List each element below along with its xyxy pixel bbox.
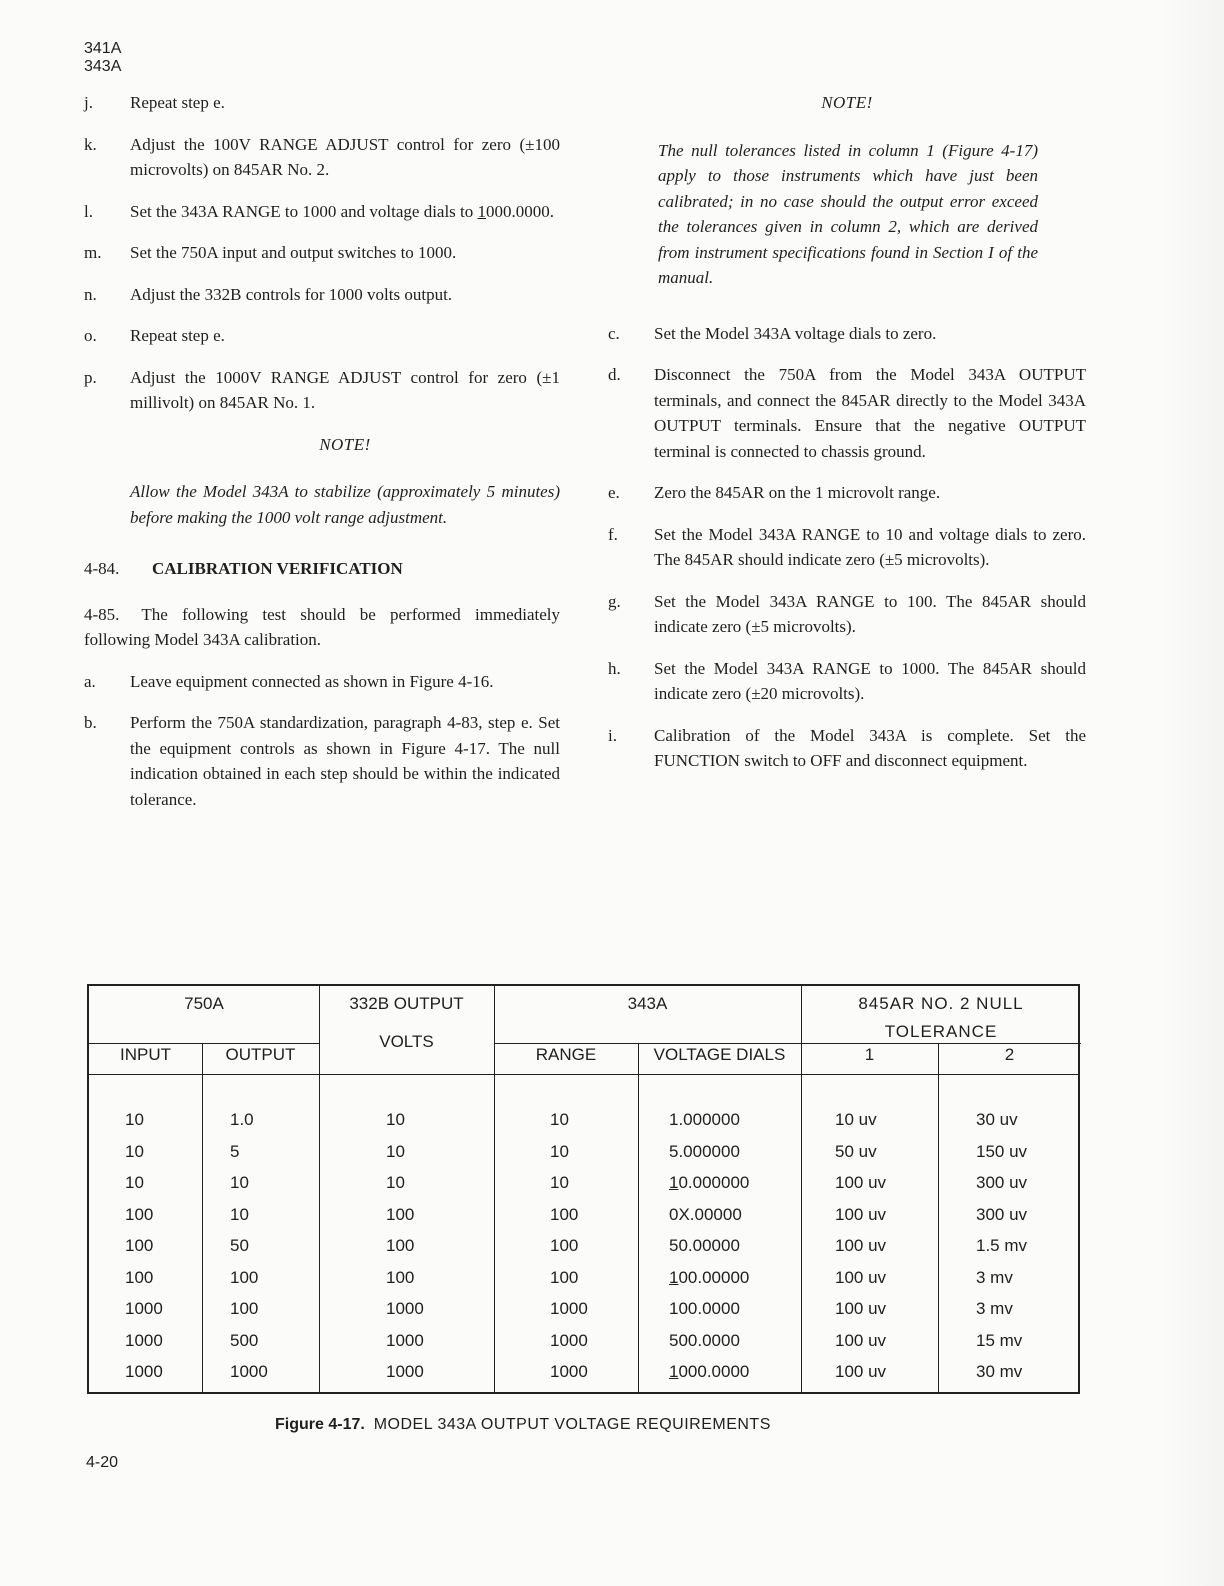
- cell-tol1: 100 uv: [835, 1299, 887, 1318]
- dials-underlined-digit: 1: [669, 1267, 679, 1287]
- cell-range: 1000: [550, 1299, 588, 1318]
- figure-caption: [275, 1416, 771, 1434]
- dials-remainder: 00.00000: [678, 1267, 750, 1287]
- cell-tol1: 50 uv: [835, 1141, 877, 1161]
- cell-volts: 1000: [386, 1299, 424, 1318]
- cell-tol2: 3 mv: [976, 1299, 1013, 1318]
- column-header-range: RANGE: [535, 1045, 597, 1064]
- cell-range: 1000: [550, 1330, 588, 1350]
- cell-range: 100: [550, 1267, 579, 1287]
- right-column: [608, 90, 1086, 790]
- cell-tol2: 3 mv: [976, 1267, 1013, 1287]
- cell-output: 10: [230, 1173, 249, 1192]
- dials-remainder: 0.000000: [678, 1173, 750, 1192]
- step-k: k. Adjust the 100V RANGE ADJUST control for zero (±100 microvolts) on 845AR No. 2.: [84, 134, 560, 179]
- cell-volts: 100: [386, 1204, 415, 1224]
- step-b: b. Perform the 750A standardization, paragraph 4-83, step e. Set the equipment controls as shown in Figure 4-17. The null indication obtained in each step should be within the indicated tolerance.: [84, 713, 560, 809]
- cell-tol2: 150 uv: [976, 1141, 1028, 1161]
- cell-input: 10: [125, 1110, 144, 1129]
- cell-dials: 500.0000: [669, 1330, 740, 1350]
- cell-output: 100: [230, 1299, 259, 1318]
- note-heading-right: NOTE!: [821, 93, 873, 112]
- cell-tol2: 300 uv: [976, 1204, 1028, 1224]
- note-text-right: The null tolerances listed in column 1 (Figure 4-17) apply to those instruments which have just been calibrated; in no case should the output error exceed the tolerances given in column 2, which are derived from instrument specifications found in Section I of the manual.: [658, 140, 1038, 287]
- column-header-tolerance-1: 1: [864, 1045, 875, 1064]
- header-332b-line2: VOLTS: [379, 1032, 434, 1051]
- step-f: f. Set the Model 343A RANGE to 10 and voltage dials to zero. The 845AR should indicate zero (±5 microvolts).: [608, 524, 1086, 569]
- cell-volts: 1000: [386, 1330, 424, 1350]
- page-number: 4-20: [86, 1454, 119, 1471]
- cell-volts: 1000: [386, 1362, 424, 1381]
- cell-dials: [669, 1268, 749, 1288]
- cell-range: 100: [550, 1204, 579, 1224]
- step-g: g. Set the Model 343A RANGE to 100. The 845AR should indicate zero (±5 microvolts).: [608, 591, 1086, 636]
- dials-underlined-digit: 1: [669, 1173, 679, 1192]
- header-343a: 343A: [627, 994, 668, 1013]
- cell-dials: [669, 1173, 749, 1193]
- header-845ar-line1: 845AR NO. 2 NULL: [858, 994, 1024, 1013]
- page-header: [84, 40, 121, 76]
- step-h: h. Set the Model 343A RANGE to 1000. The 845AR should indicate zero (±20 microvolts).: [608, 658, 1086, 703]
- cell-input: 1000: [125, 1299, 163, 1318]
- table-divider: [89, 1043, 319, 1044]
- cell-range: 10: [550, 1173, 569, 1192]
- cell-range: 10: [550, 1141, 569, 1161]
- note-text-left: Allow the Model 343A to stabilize (approximately 5 minutes) before making the 1000 volt range adjustment.: [130, 482, 560, 527]
- cell-output: 10: [230, 1204, 249, 1224]
- step-j: j. Repeat step e.: [84, 93, 225, 112]
- cell-input: 100: [125, 1204, 154, 1224]
- cell-output: 500: [230, 1330, 259, 1350]
- table-divider: [89, 1074, 1078, 1075]
- step-n: n. Adjust the 332B controls for 1000 volts output.: [84, 284, 453, 304]
- cell-dials: 50.00000: [669, 1236, 740, 1255]
- step-e: e. Zero the 845AR on the 1 microvolt range.: [608, 483, 941, 502]
- cell-dials: 100.0000: [669, 1299, 740, 1318]
- dials-underlined-digit: 1: [669, 1362, 679, 1381]
- paragraph-4-85: 4-85. The following test should be performed immediately following Model 343A calibration.: [84, 604, 560, 649]
- model-number-343a: 343A: [84, 58, 122, 75]
- table-divider: [494, 1043, 1081, 1044]
- cell-input: 100: [125, 1267, 154, 1287]
- header-332b-line1: 332B OUTPUT: [349, 994, 464, 1013]
- cell-volts: 10: [386, 1173, 405, 1192]
- header-750a: 750A: [184, 994, 224, 1013]
- cell-tol1: 100 uv: [835, 1330, 887, 1350]
- cell-range: 1000: [550, 1362, 588, 1381]
- cell-tol1: 100 uv: [835, 1204, 887, 1224]
- cell-tol1: 100 uv: [835, 1362, 887, 1381]
- dials-remainder: 000.0000: [678, 1362, 750, 1381]
- cell-output: 50: [230, 1236, 249, 1255]
- cell-dials: [669, 1362, 749, 1382]
- cell-output: 5: [230, 1141, 240, 1161]
- cell-tol2: 30 uv: [976, 1110, 1018, 1129]
- section-heading: [84, 556, 560, 582]
- step-o: o. Repeat step e.: [84, 326, 225, 345]
- cell-dials: 0X.00000: [669, 1204, 742, 1224]
- step-a: a. Leave equipment connected as shown in Figure 4-16.: [84, 671, 494, 691]
- cell-volts: 10: [386, 1141, 405, 1161]
- cell-range: 100: [550, 1236, 579, 1255]
- cell-tol1: 100 uv: [835, 1173, 887, 1192]
- column-header-tolerance-2: 2: [1004, 1045, 1015, 1064]
- figure-label: Figure 4-17.: [275, 1416, 365, 1433]
- cell-volts: 10: [386, 1110, 405, 1129]
- cell-input: 1000: [125, 1330, 163, 1350]
- step-c: c. Set the Model 343A voltage dials to zero.: [608, 323, 937, 343]
- cell-output: 1.0: [230, 1110, 254, 1129]
- figure-title: MODEL 343A OUTPUT VOLTAGE REQUIREMENTS: [373, 1416, 771, 1433]
- column-header-voltage-dials: VOLTAGE DIALS: [653, 1045, 786, 1064]
- left-column: [84, 90, 560, 828]
- step-d: d. Disconnect the 750A from the Model 343A OUTPUT terminals, and connect the 845AR directly to the Model 343A OUTPUT terminals. Ensure that the negative OUTPUT terminal is connected to chassis ground.: [608, 365, 1086, 461]
- cell-tol1: 100 uv: [835, 1236, 887, 1255]
- cell-tol2: 300 uv: [976, 1173, 1028, 1192]
- cell-tol1: 100 uv: [835, 1267, 887, 1287]
- table-divider: [638, 1044, 639, 1392]
- step-l: l. Set the 343A RANGE to 1000 and voltage dials to 1000.0000.: [84, 201, 555, 221]
- cell-dials: 1.000000: [669, 1110, 740, 1129]
- model-number-341a: 341A: [84, 40, 122, 57]
- step-i: i. Calibration of the Model 343A is complete. Set the FUNCTION switch to OFF and disconnect equipment.: [608, 725, 1086, 770]
- scan-edge-shadow: [1160, 0, 1224, 1586]
- cell-output: 1000: [230, 1362, 268, 1381]
- cell-volts: 100: [386, 1267, 415, 1287]
- cell-tol2: 30 mv: [976, 1362, 1023, 1381]
- section-number: 4-84.: [84, 559, 120, 578]
- cell-volts: 100: [386, 1236, 415, 1255]
- cell-tol2: 1.5 mv: [976, 1236, 1028, 1255]
- column-header-output: OUTPUT: [225, 1045, 296, 1064]
- header-845ar-line2: TOLERANCE: [884, 1022, 998, 1041]
- cell-output: 100: [230, 1267, 259, 1287]
- output-voltage-table: [87, 984, 1080, 1394]
- cell-input: 100: [125, 1236, 154, 1255]
- cell-range: 10: [550, 1110, 569, 1129]
- step-p: p. Adjust the 1000V RANGE ADJUST control for zero (±1 millivolt) on 845AR No. 1.: [84, 367, 560, 412]
- cell-tol1: 10 uv: [835, 1110, 877, 1129]
- note-heading-left: NOTE!: [319, 434, 371, 454]
- table-divider: [938, 1044, 939, 1392]
- cell-tol2: 15 mv: [976, 1330, 1023, 1350]
- cell-input: 10: [125, 1173, 144, 1192]
- cell-input: 10: [125, 1141, 144, 1161]
- column-header-input: INPUT: [120, 1045, 171, 1064]
- cell-input: 1000: [125, 1362, 163, 1381]
- cell-dials: 5.000000: [669, 1141, 740, 1161]
- step-m: m. Set the 750A input and output switches to 1000.: [84, 243, 457, 262]
- table-divider: [202, 1044, 203, 1392]
- section-title: CALIBRATION VERIFICATION: [152, 559, 403, 578]
